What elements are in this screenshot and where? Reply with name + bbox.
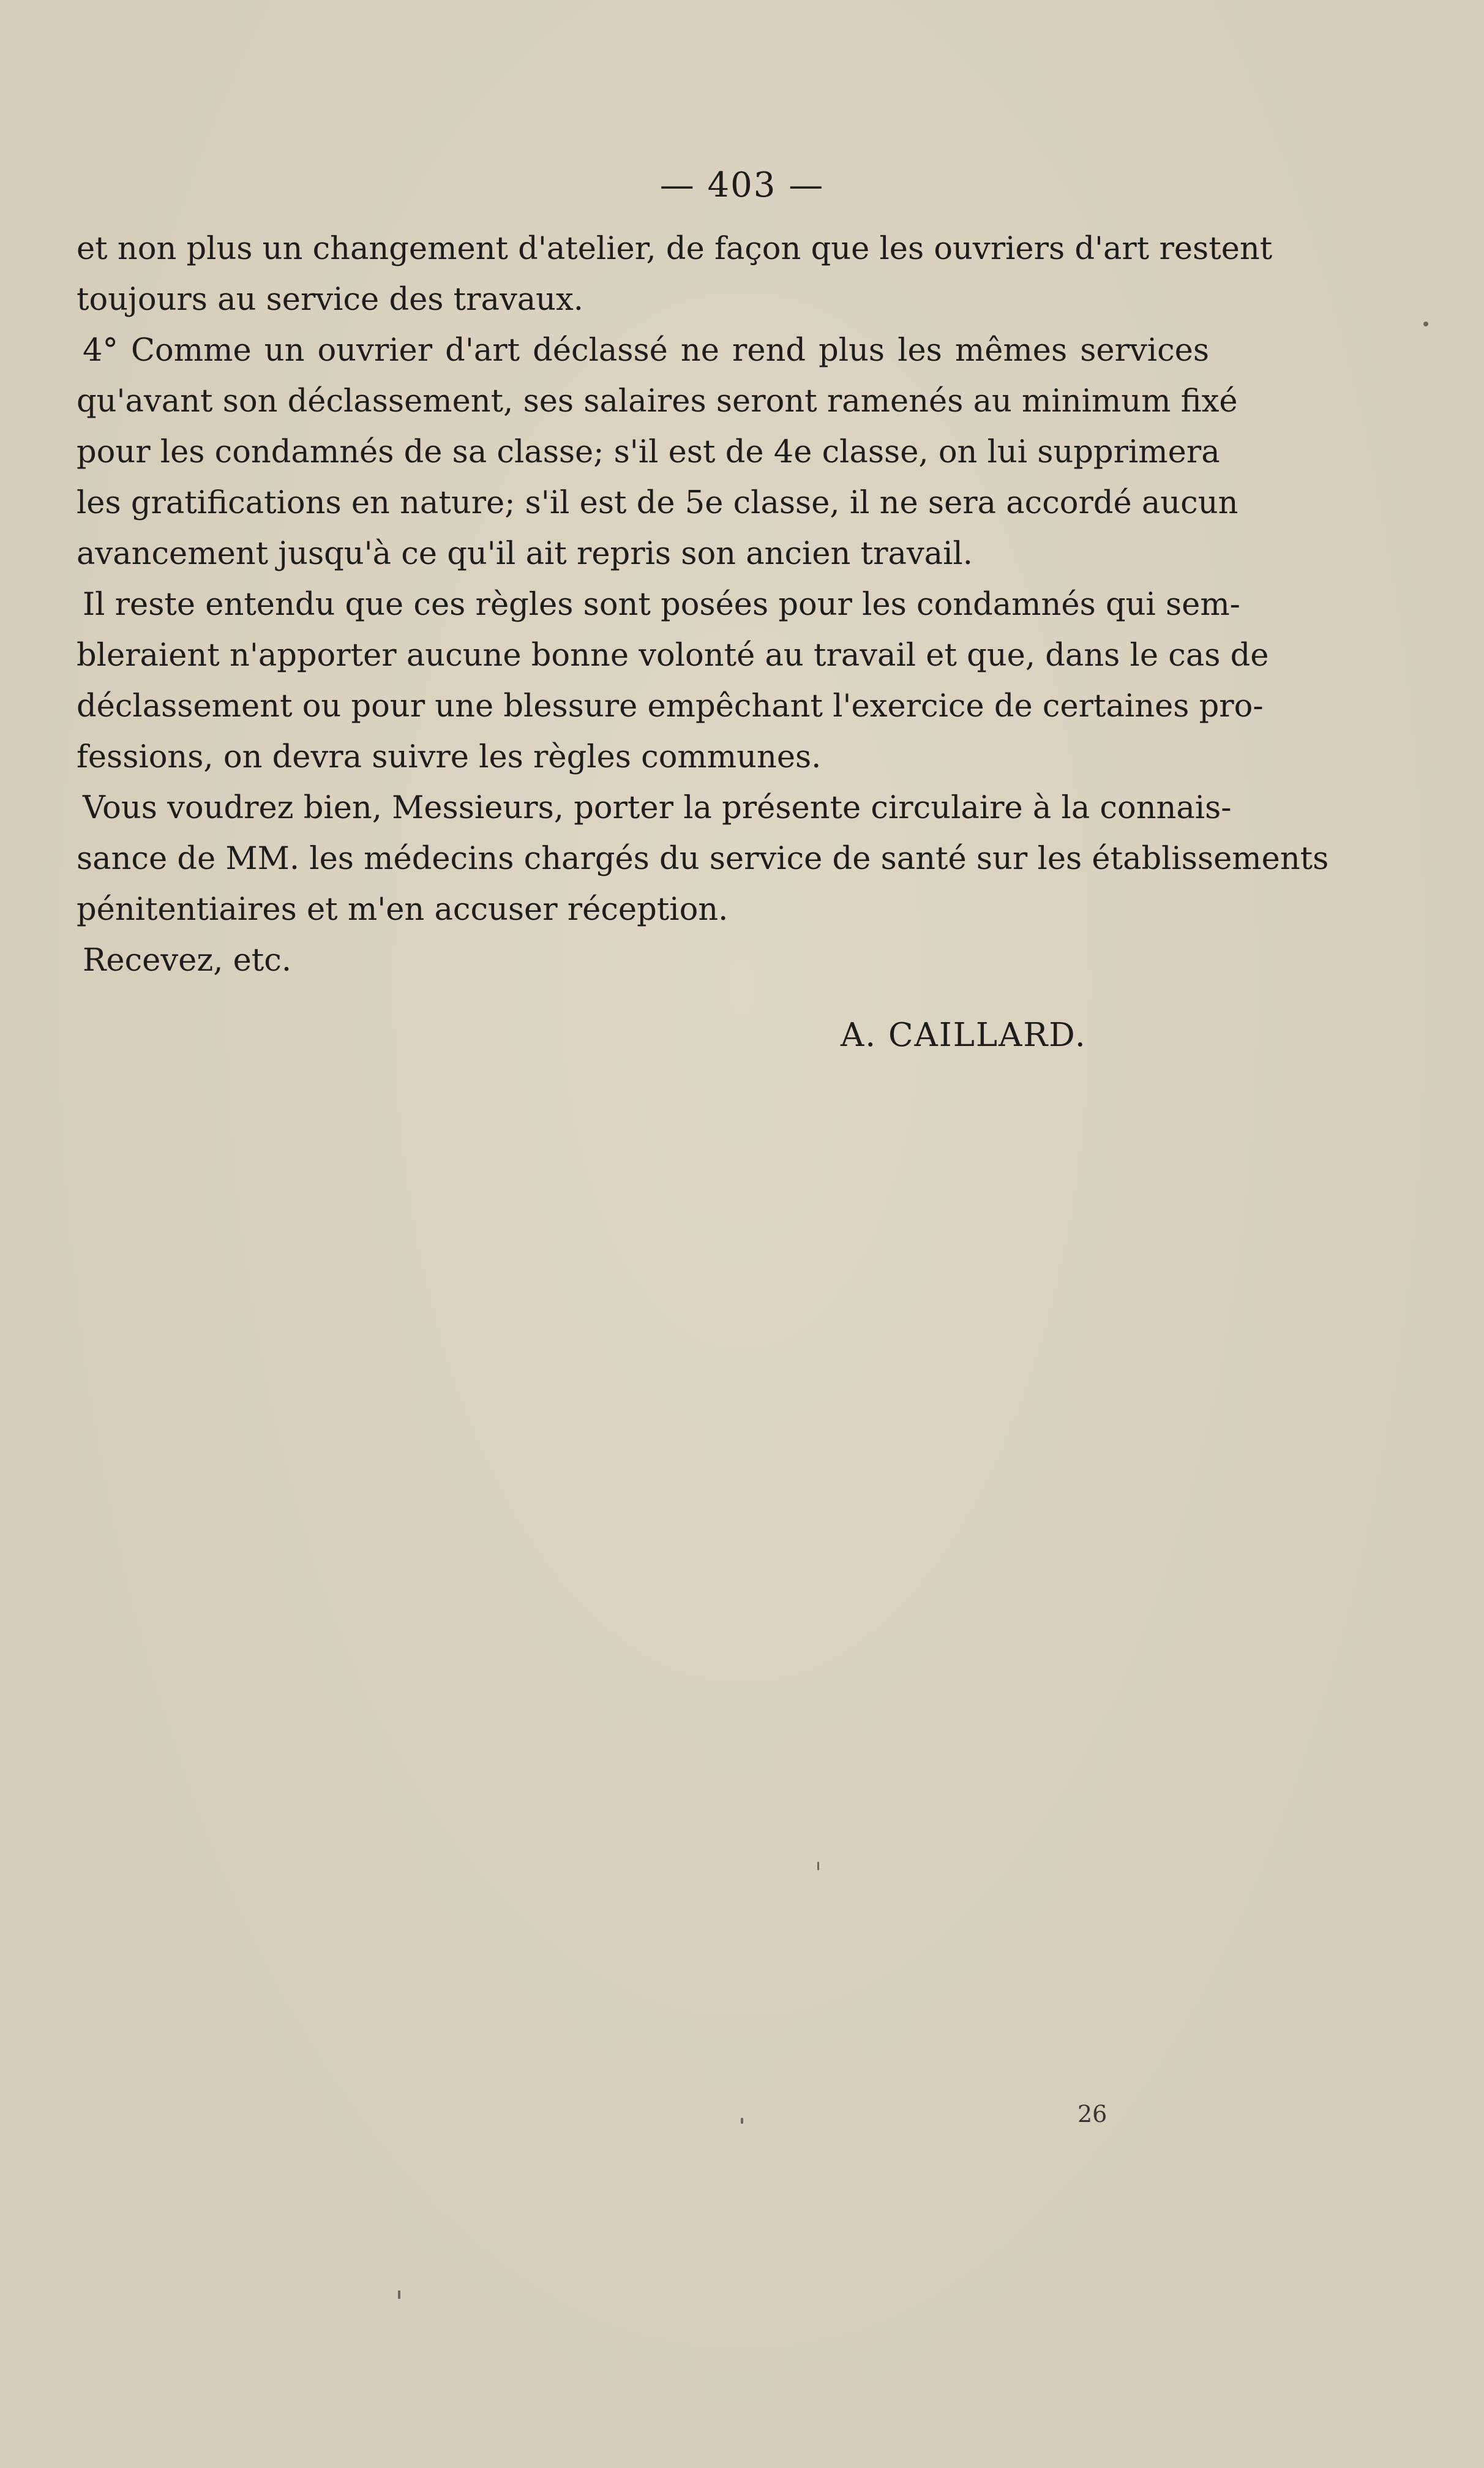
text-line-9: bleraient n'apporter aucune bonne volonté au travail et que, dans le cas de: [77, 638, 1269, 674]
text-line-3: 4° Comme un ouvrier d'art déclassé ne rend plus les mêmes services: [83, 333, 1209, 369]
text-line-2: toujours au service des travaux.: [77, 282, 583, 318]
text-line-5: pour les condamnés de sa classe; s'il est de 4e classe, on lui supprimera: [77, 434, 1220, 470]
text-line-6: les gratifications en nature; s'il est de 5e classe, il ne sera accordé aucun: [77, 485, 1239, 521]
text-line-11: fessions, on devra suivre les règles communes.: [77, 739, 822, 775]
text-line-1: et non plus un changement d'atelier, de façon que les ouvriers d'art restent: [77, 231, 1273, 267]
paper-speck: [741, 2118, 743, 2124]
text-line-4: qu'avant son déclassement, ses salaires seront ramenés au minimum fixé: [77, 383, 1238, 419]
text-line-15: Recevez, etc.: [83, 942, 292, 979]
paper-speck: [817, 1862, 819, 1870]
text-line-14: pénitentiaires et m'en accuser réception.: [77, 892, 729, 928]
text-line-13: sance de MM. les médecins chargés du service de santé sur les établissements: [77, 841, 1329, 877]
folio-number: 26: [1077, 2101, 1107, 2128]
body-text: [77, 224, 1329, 986]
text-line-12: Vous voudrez bien, Messieurs, porter la présente circulaire à la connais-: [83, 790, 1232, 826]
text-line-8: Il reste entendu que ces règles sont posées pour les condamnés qui sem-: [83, 587, 1240, 623]
paper-speck: [398, 2290, 400, 2299]
page-number-header: — 403 —: [659, 165, 825, 205]
paper-speck: [1423, 322, 1428, 326]
signature: A. CAILLARD.: [841, 1017, 1087, 1054]
text-line-10: déclassement ou pour une blessure empêchant l'exercice de certaines pro-: [77, 688, 1264, 724]
text-line-7: avancement jusqu'à ce qu'il ait repris son ancien travail.: [77, 536, 973, 572]
